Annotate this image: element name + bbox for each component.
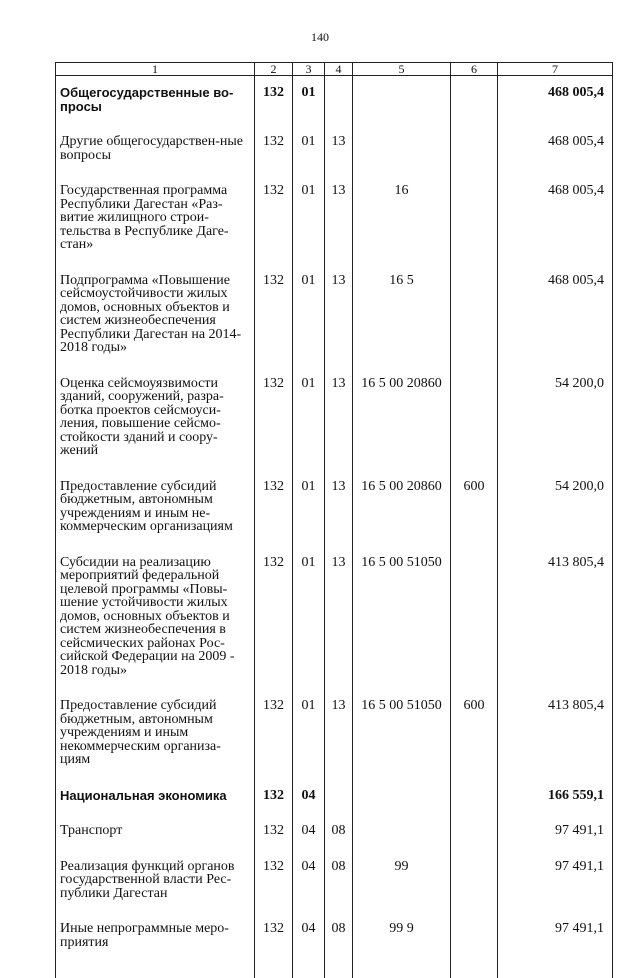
subsection-code-cell bbox=[325, 76, 353, 130]
row-name-cell: Другие общегосударствен-ные вопросы bbox=[56, 129, 255, 178]
section-code-cell: 01 bbox=[293, 550, 325, 694]
budget-table-container bbox=[55, 62, 612, 978]
column-number-row bbox=[56, 63, 613, 76]
column-header: 5 bbox=[353, 63, 451, 76]
section-code-cell: 01 bbox=[293, 268, 325, 371]
table-row bbox=[56, 129, 613, 178]
section-code-cell: 04 bbox=[293, 916, 325, 978]
amount-cell: 413 805,4 bbox=[498, 693, 613, 783]
row-name-cell: Предоставление субсидий бюджетным, автономным учреждениям и иным не-коммерческим организациям bbox=[56, 474, 255, 550]
expense-type-cell bbox=[451, 129, 498, 178]
target-article-cell: 16 5 00 51050 bbox=[353, 550, 451, 694]
ministry-code-cell: 132 bbox=[255, 178, 293, 268]
expense-type-cell bbox=[451, 550, 498, 694]
target-article-cell: 16 bbox=[353, 178, 451, 268]
row-name-cell: Оценка сейсмоуязвимости зданий, сооружений, разра-ботка проектов сейсмоуси-ления, повышение сейсмо-стойкости зданий и соору-жений bbox=[56, 371, 255, 474]
target-article-cell bbox=[353, 783, 451, 819]
target-article-cell: 99 9 bbox=[353, 916, 451, 978]
row-name-cell: Подпрограмма «Повышение сейсмоустойчивости жилых домов, основных объектов и систем жизнеобеспечения Республики Дагестан на 2014-2018 годы» bbox=[56, 268, 255, 371]
subsection-code-cell: 13 bbox=[325, 371, 353, 474]
target-article-cell bbox=[353, 76, 451, 130]
ministry-code-cell: 132 bbox=[255, 268, 293, 371]
section-code-cell: 01 bbox=[293, 693, 325, 783]
amount-cell: 54 200,0 bbox=[498, 474, 613, 550]
expense-type-cell bbox=[451, 916, 498, 978]
section-code-cell: 01 bbox=[293, 474, 325, 550]
target-article-cell bbox=[353, 818, 451, 854]
table-row bbox=[56, 693, 613, 783]
section-code-cell: 04 bbox=[293, 783, 325, 819]
table-row bbox=[56, 474, 613, 550]
column-header: 7 bbox=[498, 63, 613, 76]
expense-type-cell bbox=[451, 178, 498, 268]
subsection-code-cell: 13 bbox=[325, 550, 353, 694]
target-article-cell: 16 5 bbox=[353, 268, 451, 371]
row-name-cell: Субсидии на реализацию мероприятий федеральной целевой программы «Повы-шение устойчивости жилых домов, основных объектов и систем жизнеобеспечения в сейсмических районах Рос-сийской Федерации на 2009 - 2018 годы» bbox=[56, 550, 255, 694]
subsection-code-cell: 08 bbox=[325, 916, 353, 978]
amount-cell: 468 005,4 bbox=[498, 129, 613, 178]
table-row bbox=[56, 371, 613, 474]
budget-table bbox=[55, 62, 613, 978]
row-name-cell: Национальная экономика bbox=[56, 783, 255, 819]
amount-cell: 468 005,4 bbox=[498, 268, 613, 371]
column-header: 6 bbox=[451, 63, 498, 76]
section-code-cell: 01 bbox=[293, 129, 325, 178]
column-header: 2 bbox=[255, 63, 293, 76]
target-article-cell: 16 5 00 51050 bbox=[353, 693, 451, 783]
row-name-cell: Транспорт bbox=[56, 818, 255, 854]
table-row bbox=[56, 916, 613, 978]
ministry-code-cell: 132 bbox=[255, 916, 293, 978]
amount-cell: 97 491,1 bbox=[498, 818, 613, 854]
expense-type-cell bbox=[451, 76, 498, 130]
row-name-cell: Общегосударственные во-просы bbox=[56, 76, 255, 130]
subsection-code-cell: 08 bbox=[325, 818, 353, 854]
table-row bbox=[56, 854, 613, 917]
expense-type-cell bbox=[451, 854, 498, 917]
section-code-cell: 01 bbox=[293, 76, 325, 130]
ministry-code-cell: 132 bbox=[255, 550, 293, 694]
amount-cell: 54 200,0 bbox=[498, 371, 613, 474]
section-code-cell: 01 bbox=[293, 371, 325, 474]
target-article-cell: 16 5 00 20860 bbox=[353, 371, 451, 474]
ministry-code-cell: 132 bbox=[255, 76, 293, 130]
row-name-cell: Предоставление субсидий бюджетным, автономным учреждениям и иным некоммерческим организа-циям bbox=[56, 693, 255, 783]
table-row bbox=[56, 76, 613, 130]
row-name-cell: Реализация функций органов государственной власти Рес-публики Дагестан bbox=[56, 854, 255, 917]
ministry-code-cell: 132 bbox=[255, 129, 293, 178]
section-code-cell: 04 bbox=[293, 854, 325, 917]
amount-cell: 166 559,1 bbox=[498, 783, 613, 819]
ministry-code-cell: 132 bbox=[255, 693, 293, 783]
subsection-code-cell: 08 bbox=[325, 854, 353, 917]
table-row bbox=[56, 550, 613, 694]
subsection-code-cell: 13 bbox=[325, 693, 353, 783]
ministry-code-cell: 132 bbox=[255, 371, 293, 474]
target-article-cell: 99 bbox=[353, 854, 451, 917]
table-row bbox=[56, 783, 613, 819]
expense-type-cell bbox=[451, 818, 498, 854]
table-row bbox=[56, 178, 613, 268]
section-code-cell: 01 bbox=[293, 178, 325, 268]
expense-type-cell bbox=[451, 783, 498, 819]
subsection-code-cell: 13 bbox=[325, 178, 353, 268]
ministry-code-cell: 132 bbox=[255, 474, 293, 550]
ministry-code-cell: 132 bbox=[255, 818, 293, 854]
section-code-cell: 04 bbox=[293, 818, 325, 854]
table-body bbox=[56, 76, 613, 978]
subsection-code-cell: 13 bbox=[325, 129, 353, 178]
table-row bbox=[56, 268, 613, 371]
row-name-cell: Государственная программа Республики Дагестан «Раз-витие жилищного строи-тельства в Республике Даге-стан» bbox=[56, 178, 255, 268]
table-row bbox=[56, 818, 613, 854]
ministry-code-cell: 132 bbox=[255, 783, 293, 819]
subsection-code-cell bbox=[325, 783, 353, 819]
expense-type-cell bbox=[451, 268, 498, 371]
expense-type-cell: 600 bbox=[451, 474, 498, 550]
target-article-cell bbox=[353, 129, 451, 178]
amount-cell: 97 491,1 bbox=[498, 854, 613, 917]
subsection-code-cell: 13 bbox=[325, 268, 353, 371]
ministry-code-cell: 132 bbox=[255, 854, 293, 917]
target-article-cell: 16 5 00 20860 bbox=[353, 474, 451, 550]
column-header: 1 bbox=[56, 63, 255, 76]
row-name-cell: Иные непрограммные меро-приятия bbox=[56, 916, 255, 978]
subsection-code-cell: 13 bbox=[325, 474, 353, 550]
column-header: 4 bbox=[325, 63, 353, 76]
amount-cell: 413 805,4 bbox=[498, 550, 613, 694]
column-header: 3 bbox=[293, 63, 325, 76]
amount-cell: 97 491,1 bbox=[498, 916, 613, 978]
page-number: 140 bbox=[0, 30, 640, 45]
expense-type-cell: 600 bbox=[451, 693, 498, 783]
amount-cell: 468 005,4 bbox=[498, 178, 613, 268]
amount-cell: 468 005,4 bbox=[498, 76, 613, 130]
expense-type-cell bbox=[451, 371, 498, 474]
